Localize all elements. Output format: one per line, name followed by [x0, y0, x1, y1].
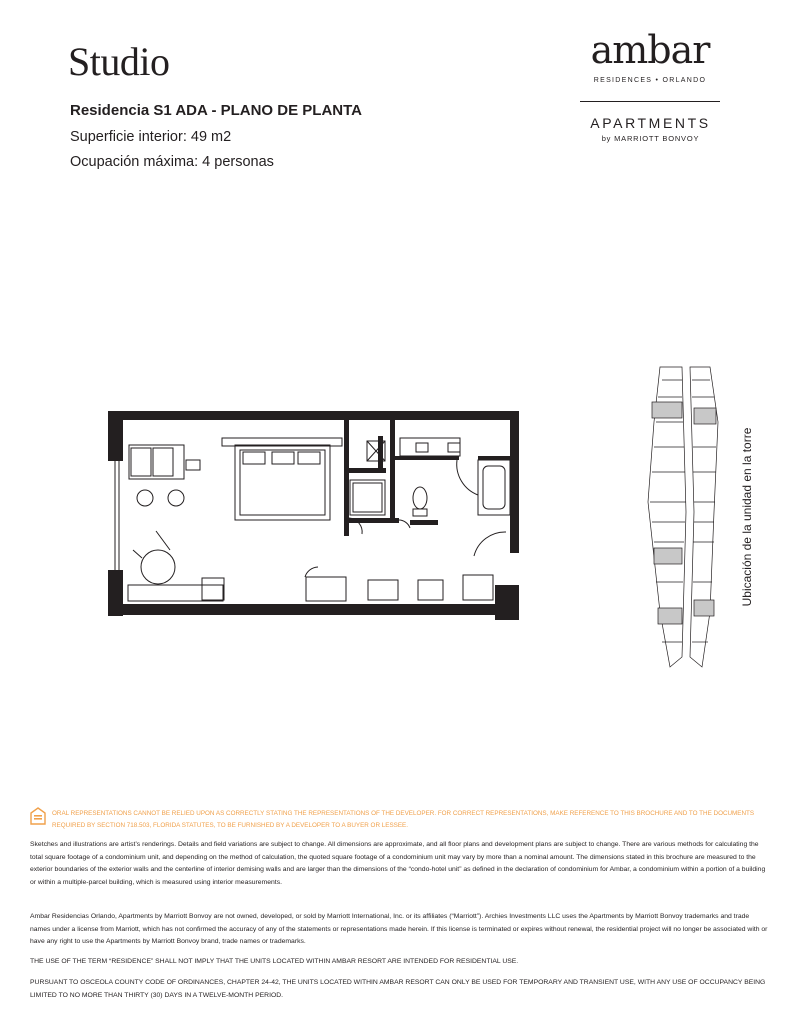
- floor-plan: [100, 410, 525, 625]
- apartments-wordmark: APARTMENTS: [590, 115, 711, 131]
- kitchen-sink: [418, 580, 443, 600]
- brand-logo-subtitle: RESIDENCES • ORLANDO: [593, 77, 707, 84]
- sofa: [129, 445, 184, 479]
- page-title: Studio: [68, 39, 170, 84]
- brand-logo: ambar: [590, 28, 710, 72]
- dining-table: [141, 550, 175, 584]
- bed: [235, 445, 330, 520]
- kitchen-counter: [306, 577, 346, 601]
- stool: [168, 490, 184, 506]
- marriott-bonvoy-wordmark: by MARRIOTT BONVOY: [601, 134, 700, 143]
- wall-right: [510, 411, 519, 553]
- logo-divider: [580, 101, 720, 102]
- osceola-disclaimer: PURSUANT TO OSCEOLA COUNTY CODE OF ORDINANCES, CHAPTER 24-42, THE UNITS LOCATED WITHIN AMBAR RESORT CAN ONLY BE USED FOR TEMPORARY AND TRANSIENT USE, WITH ANY USE OF OCCUPANCY BEING LIMITED TO NO MORE THAN THIRTY (30) DAYS IN A TWELVE-MONTH PERIOD.: [30, 979, 766, 999]
- stool: [137, 490, 153, 506]
- max-occupancy: Ocupación máxima: 4 personas: [70, 154, 274, 170]
- wall-right-lower: [495, 585, 519, 620]
- vanity: [400, 438, 460, 456]
- wall-left-upper: [108, 411, 123, 461]
- residence-disclaimer: THE USE OF THE TERM “RESIDENCE” SHALL NOT IMPLY THAT THE UNITS LOCATED WITHIN AMBAR RESORT ARE INTENDED FOR RESIDENTIAL USE.: [30, 958, 519, 965]
- sketches-disclaimer: Sketches and illustrations are artist’s renderings. Details and field variations are subject to change. All dimensions are approximate, and all floor plans and development plans are subject to change. There are various methods for calculating the total square footage of a condominium unit, and depending on the method of calculation, the quoted square footage of a condominium unit may vary by more than a nominal amount. The dimensions stated in this brochure are measured to the exterior boundaries of the exterior walls and the centerline of interior demising walls and are larger than the dimensions of the “condo-hotel unit” as defined in the declaration of condominium for Ambar, a condominium within a portion of a building or within a multiple-parcel building, which is measured using interior measurements.: [30, 841, 766, 886]
- toilet: [413, 487, 427, 509]
- interior-area: Superficie interior: 49 m2: [70, 129, 232, 145]
- highlighted-unit: [694, 600, 714, 616]
- tower-location-label: Ubicación de la unidad en la torre: [740, 427, 754, 607]
- equal-housing-icon: [30, 807, 46, 825]
- closet: [350, 480, 385, 515]
- tower-key-plan: [640, 362, 735, 670]
- highlighted-unit: [694, 408, 716, 424]
- highlighted-unit: [658, 608, 682, 624]
- counter: [128, 585, 223, 601]
- wall-top: [108, 411, 516, 420]
- highlighted-unit: [654, 548, 682, 564]
- developer-representations-warning: ORAL REPRESENTATIONS CANNOT BE RELIED UPON AS CORRECTLY STATING THE REPRESENTATIONS OF THE DEVELOPER. FOR CORRECT REPRESENTATIONS, MAKE REFERENCE TO THIS BROCHURE AND TO THE DOCUMENTS REQUIRED BY SECTION 718.503, FLORIDA STATUTES, TO BE FURNISHED BY A DEVELOPER TO A BUYER OR LESSEE.: [52, 810, 755, 829]
- plan-subtitle: Residencia S1 ADA - PLANO DE PLANTA: [70, 102, 362, 119]
- wall-bottom: [108, 604, 516, 615]
- highlighted-unit: [652, 402, 682, 418]
- range: [368, 580, 398, 600]
- marriott-disclaimer: Ambar Residencias Orlando, Apartments by Marriott Bonvoy are not owned, developed, or sold by Marriott International, Inc. or its affiliates (“Marriott”). Archies Investments LLC uses the Apartments by Marriott Bonvoy trademarks and trade names under a license from Marriott, which has not confirmed the accuracy of any of the statements or representations made herein. If this license is terminated or expires without renewal, the residential project will no longer be associated with or have any right to use the Apartments by Marriott Bonvoy brand, trade names or trademarks.: [30, 913, 768, 945]
